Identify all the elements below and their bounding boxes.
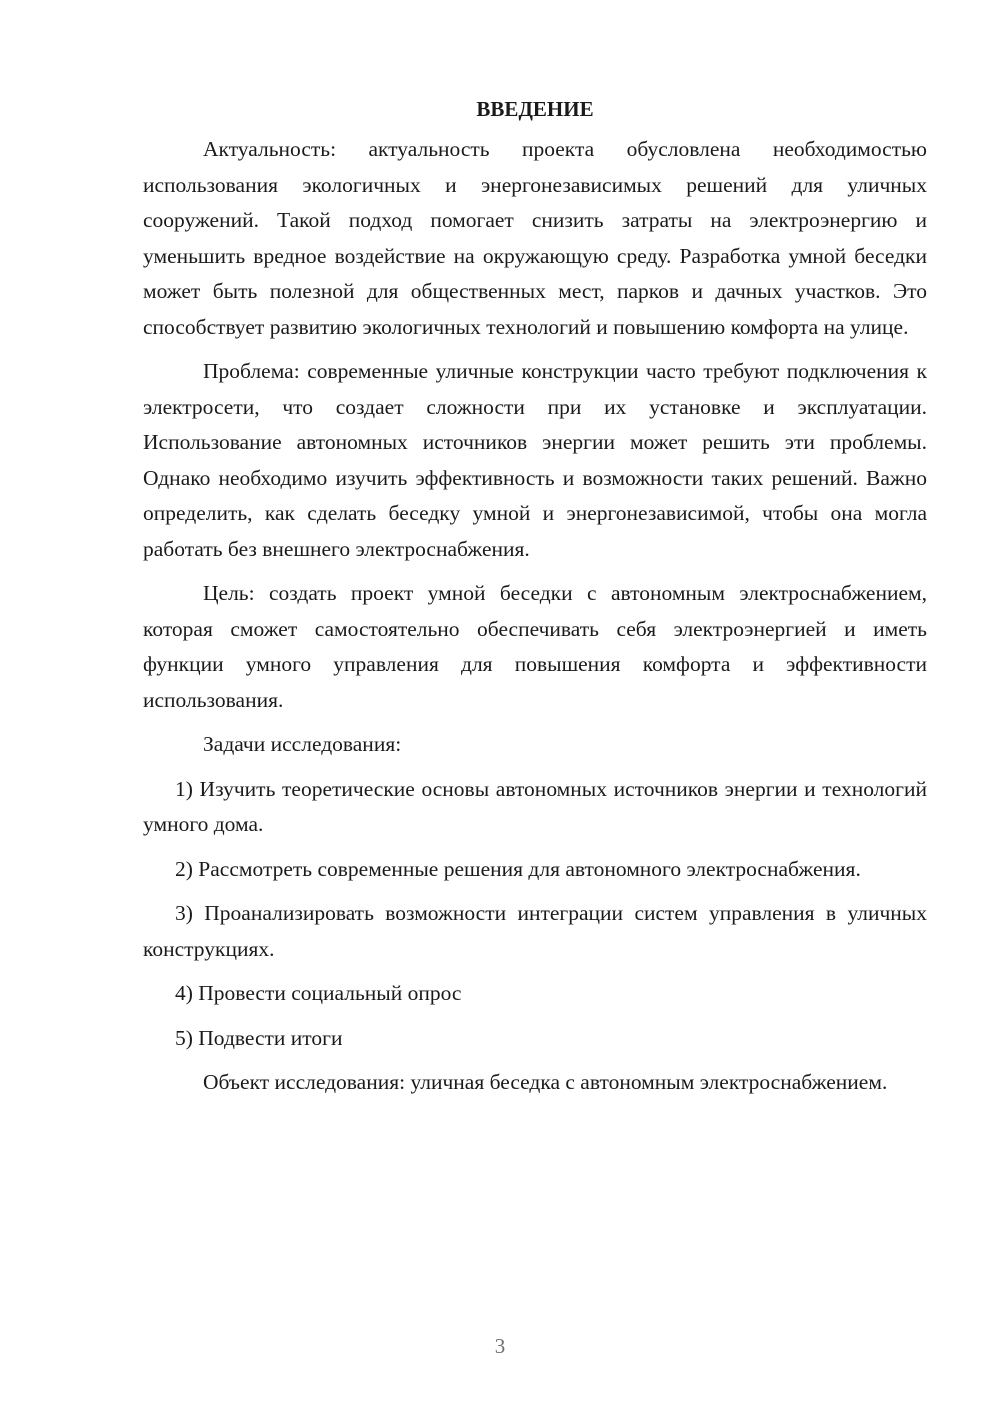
task-item-4: 4) Провести социальный опрос <box>175 981 462 1005</box>
page-number: 3 <box>494 1334 506 1358</box>
section-heading: ВВЕДЕНИЕ <box>476 97 594 121</box>
task-item-3: 3) Проанализировать возможности интеграции систем управления в уличных конструкциях. <box>143 901 927 961</box>
relevance-paragraph: Актуальность: актуальность проекта обусловлена необходимостью использования экологичных и энергонезависимых решений для уличных сооружений. Такой подход помогает снизить затраты на электроэнергию и уменьшить вредное воздействие на окружающую среду. Разработка умной беседки может быть полезной для общественных мест, парков и дачных участков. Это способствует развитию экологичных технологий и повышению комфорта на улице. <box>143 137 927 339</box>
task-item-2: 2) Рассмотреть современные решения для автономного электроснабжения. <box>175 856 861 881</box>
page-content <box>143 92 927 1110</box>
tasks-title: Задачи исследования: <box>203 732 402 756</box>
goal-paragraph: Цель: создать проект умной беседки с автономным электроснабжением, которая сможет самостоятельно обеспечивать себя электроэнергией и иметь функции умного управления для повышения комфорта и эффективности использования. <box>143 581 927 712</box>
object-paragraph: Объект исследования: уличная беседка с автономным электроснабжением. <box>203 1070 888 1094</box>
task-item-5: 5) Подвести итоги <box>175 1025 343 1050</box>
problem-paragraph: Проблема: современные уличные конструкции часто требуют подключения к электросети, что создает сложности при их установке и эксплуатации. Использование автономных источников энергии может решить эти проблемы. Однако необходимо изучить эффективность и возможности таких решений. Важно определить, как сделать беседку умной и энергонезависимой, чтобы она могла работать без внешнего электроснабжения. <box>143 359 927 561</box>
task-item-1: 1) Изучить теоретические основы автономных источников энергии и технологий умного дома. <box>143 776 927 836</box>
